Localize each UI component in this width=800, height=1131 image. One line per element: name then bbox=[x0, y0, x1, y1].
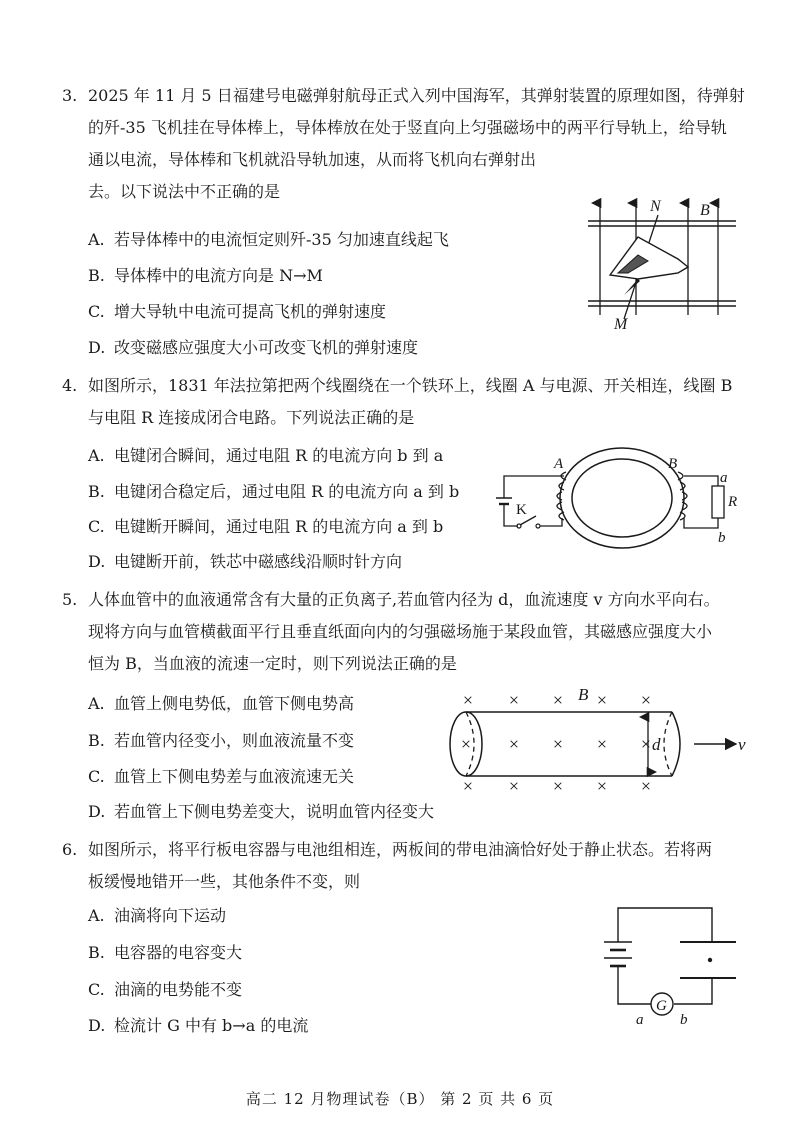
option-text: 电键断开前，铁芯中磁感线沿顺时针方向 bbox=[114, 552, 403, 571]
svg-text:×: × bbox=[508, 690, 520, 710]
option-d: D. 改变磁感应强度大小可改变飞机的弹射速度 bbox=[88, 338, 419, 357]
option-b: B. 导体棒中的电流方向是 N→M bbox=[88, 266, 323, 285]
option-text: 电键闭合稳定后，通过电阻 R 的电流方向 a 到 b bbox=[114, 482, 460, 501]
question-4 bbox=[62, 370, 762, 434]
label-a: a bbox=[636, 1012, 644, 1028]
svg-text:×: × bbox=[596, 776, 608, 796]
svg-text:×: × bbox=[640, 776, 652, 796]
label-b: B bbox=[578, 685, 589, 704]
svg-text:×: × bbox=[552, 734, 564, 754]
question-6 bbox=[62, 834, 762, 898]
question-stem-line: 如图所示，1831 年法拉第把两个线圈绕在一个铁环上，线圈 A 与电源、开关相连，线圈 B bbox=[88, 376, 733, 395]
option-d: D. 若血管上下侧电势差变大，说明血管内径变大 bbox=[88, 802, 435, 821]
svg-text:×: × bbox=[596, 690, 608, 710]
option-text: 改变磁感应强度大小可改变飞机的弹射速度 bbox=[114, 338, 419, 357]
page-footer: 高二 12 月物理试卷（B） 第 2 页 共 6 页 bbox=[245, 1090, 555, 1108]
catapult-rail-diagram bbox=[588, 195, 738, 335]
option-c: C. 电键断开瞬间，通过电阻 R 的电流方向 a 到 b bbox=[88, 517, 444, 536]
svg-text:×: × bbox=[596, 734, 608, 754]
option-text: 血管上侧电势低，血管下侧电势高 bbox=[114, 694, 355, 713]
option-c: C. 血管上下侧电势差与血液流速无关 bbox=[88, 767, 355, 786]
label-d: d bbox=[652, 735, 661, 754]
option-text: 血管上下侧电势差与血液流速无关 bbox=[114, 767, 355, 786]
question-stem-line: 人体血管中的血液通常含有大量的正负离子,若血管内径为 d，血流速度 v 方向水平向右。 bbox=[88, 590, 720, 609]
blood-vessel-diagram bbox=[440, 684, 750, 796]
option-text: 电容器的电容变大 bbox=[114, 943, 243, 962]
question-stem-line: 去。以下说法中不正确的是 bbox=[88, 182, 281, 201]
label-b: b bbox=[680, 1012, 688, 1028]
label-b: B bbox=[700, 202, 710, 219]
label-n: N bbox=[650, 198, 661, 215]
svg-text:×: × bbox=[552, 776, 564, 796]
question-number: 6. bbox=[62, 840, 78, 859]
question-stem-line: 2025 年 11 月 5 日福建号电磁弹射航母正式入列中国海军，其弹射装置的原理如图，待弹射 bbox=[88, 86, 745, 105]
option-text: 油滴的电势能不变 bbox=[114, 980, 243, 999]
label-r: R bbox=[728, 494, 738, 510]
label-v: v bbox=[738, 735, 746, 754]
question-stem-line: 与电阻 R 连接成闭合电路。下列说法正确的是 bbox=[88, 408, 415, 427]
svg-text:×: × bbox=[508, 776, 520, 796]
svg-text:×: × bbox=[640, 734, 652, 754]
label-coil-a: A bbox=[554, 456, 564, 472]
option-b: B. 若血管内径变小，则血液流量不变 bbox=[88, 731, 355, 750]
question-stem-line: 通以电流，导体棒和飞机就沿导轨加速，从而将飞机向右弹射出 bbox=[88, 150, 537, 169]
option-text: 检流计 G 中有 b→a 的电流 bbox=[114, 1016, 309, 1035]
svg-text:×: × bbox=[508, 734, 520, 754]
option-c: C. 油滴的电势能不变 bbox=[88, 980, 243, 999]
question-number: 5. bbox=[62, 590, 78, 609]
option-a: A. 血管上侧电势低，血管下侧电势高 bbox=[88, 694, 355, 713]
label-b: b bbox=[718, 530, 726, 546]
question-stem-line: 现将方向与血管横截面平行且垂直纸面向内的匀强磁场施于某段血管，其磁感应强度大小 bbox=[88, 622, 713, 641]
option-text: 电键闭合瞬间，通过电阻 R 的电流方向 b 到 a bbox=[114, 446, 444, 465]
svg-text:×: × bbox=[640, 690, 652, 710]
option-b: B. 电容器的电容变大 bbox=[88, 943, 243, 962]
option-text: 导体棒中的电流方向是 N→M bbox=[114, 266, 323, 285]
option-text: 若血管内径变小，则血液流量不变 bbox=[114, 731, 355, 750]
option-text: 电键断开瞬间，通过电阻 R 的电流方向 a 到 b bbox=[114, 517, 444, 536]
question-number: 4. bbox=[62, 376, 78, 395]
option-text: 若导体棒中的电流恒定则歼-35 匀加速直线起飞 bbox=[114, 230, 449, 249]
option-c: C. 增大导轨中电流可提高飞机的弹射速度 bbox=[88, 302, 387, 321]
question-number: 3. bbox=[62, 86, 78, 105]
question-stem-line: 的歼-35 飞机挂在导体棒上，导体棒放在处于竖直向上匀强磁场中的两平行导轨上，给导轨 bbox=[88, 118, 727, 137]
svg-text:×: × bbox=[552, 690, 564, 710]
faraday-ring-diagram bbox=[496, 442, 748, 554]
option-a: A. 油滴将向下运动 bbox=[88, 906, 227, 925]
label-coil-b: B bbox=[668, 456, 678, 472]
question-stem-line: 恒为 B，当血液的流速一定时，则下列说法正确的是 bbox=[88, 654, 457, 673]
svg-text:×: × bbox=[460, 734, 472, 754]
question-5 bbox=[62, 584, 762, 680]
option-a: A. 电键闭合瞬间，通过电阻 R 的电流方向 b 到 a bbox=[88, 446, 444, 465]
label-m: M bbox=[614, 316, 628, 333]
question-stem-line: 板缓慢地错开一些，其他条件不变，则 bbox=[88, 872, 361, 891]
label-k: K bbox=[516, 502, 527, 518]
option-d: D. 检流计 G 中有 b→a 的电流 bbox=[88, 1016, 309, 1035]
option-a: A. 若导体棒中的电流恒定则歼-35 匀加速直线起飞 bbox=[88, 230, 449, 249]
option-text: 油滴将向下运动 bbox=[114, 906, 227, 925]
option-b: B. 电键闭合稳定后，通过电阻 R 的电流方向 a 到 b bbox=[88, 482, 460, 501]
question-3 bbox=[62, 80, 762, 208]
question-stem-line: 如图所示，将平行板电容器与电池组相连，两板间的带电油滴恰好处于静止状态。若将两 bbox=[88, 840, 713, 859]
label-g: G bbox=[656, 998, 667, 1014]
label-a: a bbox=[720, 470, 728, 486]
svg-text:×: × bbox=[462, 776, 474, 796]
option-text: 增大导轨中电流可提高飞机的弹射速度 bbox=[114, 302, 387, 321]
svg-text:×: × bbox=[462, 690, 474, 710]
option-text: 若血管上下侧电势差变大，说明血管内径变大 bbox=[114, 802, 435, 821]
option-d: D. 电键断开前，铁芯中磁感线沿顺时针方向 bbox=[88, 552, 403, 571]
capacitor-circuit-diagram bbox=[596, 902, 746, 1032]
